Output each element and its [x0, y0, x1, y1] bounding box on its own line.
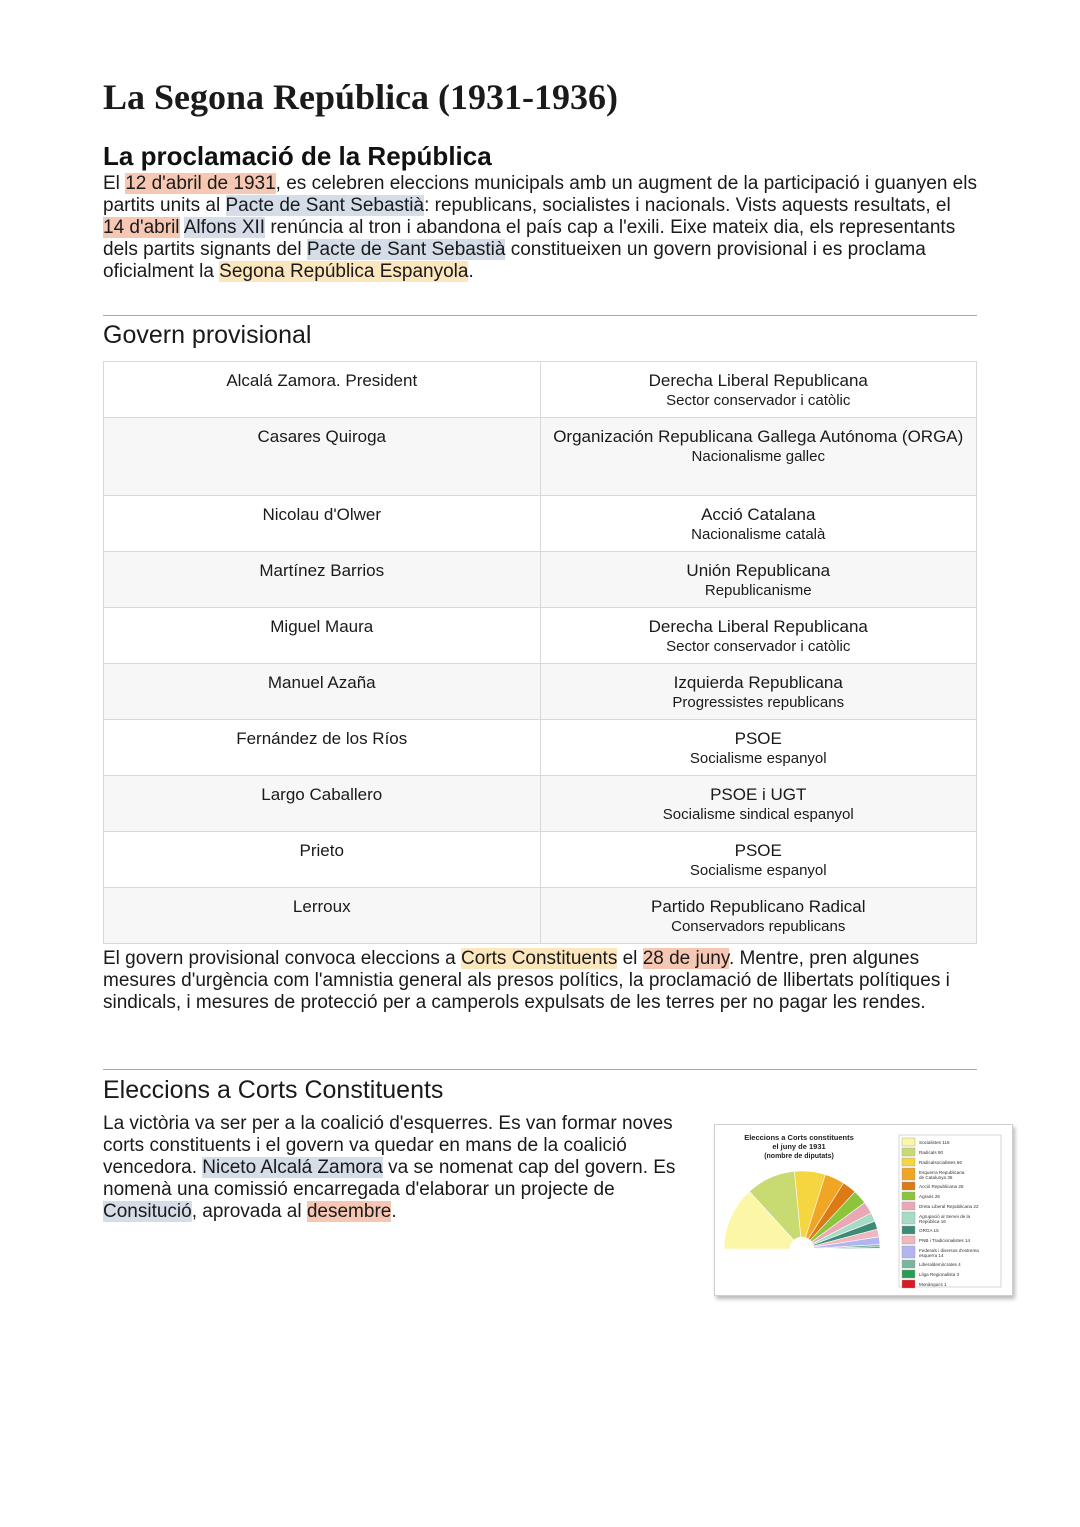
minister-cell: Largo Caballero: [104, 776, 541, 832]
text-run: constitueixen un govern provisional i es proclama oficialment la: [103, 239, 926, 282]
minister-cell: Nicolau d'Olwer: [104, 496, 541, 552]
party-cell: [540, 888, 977, 944]
party-cell: [540, 720, 977, 776]
text-run: . Mentre, pren algunes mesures d'urgència com l'amnistia general als presos polítics, la proclamació de llibertats polítiques i sindicals, i mesures de protecció per a camperols expulsats de les terres per no pagar les rendes.: [103, 948, 950, 1013]
election-chart: [715, 1125, 1012, 1295]
party-ideology: Conservadors republicans: [671, 918, 846, 935]
legend-label: Socialistes 116: [919, 1140, 950, 1145]
minister-cell: Manuel Azaña: [104, 664, 541, 720]
legend-label: Acció Republicana 26: [919, 1184, 964, 1189]
party-ideology: Socialisme espanyol: [689, 750, 827, 767]
chart-subtitle: (nombre de diputats): [764, 1153, 834, 1160]
party-name: PSOE: [734, 841, 782, 860]
minister-cell: Fernández de los Ríos: [104, 720, 541, 776]
section-heading-govern: Govern provisional: [103, 321, 312, 349]
highlighted-text: 12 d'abril de 1931: [125, 173, 276, 194]
table-row: [104, 418, 977, 496]
party-ideology: Socialisme espanyol: [689, 862, 827, 879]
minister-cell: Prieto: [104, 832, 541, 888]
party-ideology: Sector conservador i catòlic: [666, 392, 851, 409]
table-row: [104, 608, 977, 664]
chart-title: el juny de 1931: [772, 1142, 826, 1151]
minister-cell: Miguel Maura: [104, 608, 541, 664]
text-run: El govern provisional convoca eleccions a: [103, 948, 462, 969]
legend-swatch: [902, 1246, 915, 1258]
party-cell: [540, 832, 977, 888]
divider: [103, 1069, 977, 1070]
minister-cell: Lerroux: [104, 888, 541, 944]
highlighted-text: Segona República Espanyola: [219, 261, 469, 282]
legend-swatch: [902, 1270, 915, 1278]
text-run: , es celebren eleccions municipals amb un augment de la participació i guanyen els partits units al: [103, 173, 977, 216]
highlighted-text: Consitució: [103, 1201, 192, 1222]
legend-swatch: [902, 1192, 915, 1200]
party-name: Derecha Liberal Republicana: [648, 371, 868, 390]
legend-label: Monàrquics 1: [919, 1282, 947, 1287]
table-row: [104, 362, 977, 418]
proclamacio-paragraph: [103, 173, 977, 283]
legend-label: Radicalsocialistes 56: [919, 1160, 962, 1165]
highlighted-text: Alfons XII: [183, 217, 266, 238]
table-row: [104, 552, 977, 608]
party-ideology: Sector conservador i catòlic: [666, 638, 851, 655]
text-run: La victòria va ser per a la coalició d'esquerres. Es van formar noves corts constituents i el govern va quedar en mans de la coalició vencedora.: [103, 1113, 673, 1178]
highlighted-text: Niceto Alcalá Zamora: [202, 1157, 383, 1178]
legend-swatch: [902, 1148, 915, 1156]
eleccions-paragraph: [103, 1113, 688, 1223]
text-run: El: [103, 173, 126, 194]
party-name: Unión Republicana: [686, 561, 831, 580]
divider: [103, 315, 977, 316]
legend-swatch: [902, 1280, 915, 1288]
legend-label: Agraris 26: [919, 1194, 940, 1199]
party-cell: [540, 496, 977, 552]
party-cell: [540, 664, 977, 720]
page-title: La Segona República (1931-1936): [103, 77, 619, 117]
party-name: PSOE: [734, 729, 782, 748]
legend-label: Federals i diversos d'extrema esquerra 14: [919, 1248, 979, 1258]
text-run: renúncia al tron i abandona el país cap a l'exili. Eixe mateix dia, els representants dels partits signants del: [103, 217, 956, 260]
section-heading-proclamacio: La proclamació de la República: [103, 141, 492, 171]
legend-swatch: [902, 1212, 915, 1224]
legend-swatch: [902, 1182, 915, 1190]
election-chart-card: [714, 1124, 1013, 1296]
party-cell: [540, 608, 977, 664]
legend-label: Dreta Liberal Republicana 22: [919, 1204, 979, 1209]
legend-swatch: [902, 1138, 915, 1146]
text-run: : republicans, socialistes i nacionals. Vists aquests resultats, el: [424, 195, 951, 216]
party-cell: [540, 552, 977, 608]
legend-label: ORGA 15: [919, 1228, 939, 1233]
highlighted-text: Corts Constituents: [461, 948, 618, 969]
minister-cell: Alcalá Zamora. President: [104, 362, 541, 418]
table-row: [104, 888, 977, 944]
table-row: [104, 832, 977, 888]
highlighted-text: desembre: [306, 1201, 392, 1222]
party-ideology: Nacionalisme català: [691, 526, 826, 543]
legend-label: Radicals 90: [919, 1150, 944, 1155]
minister-cell: Casares Quiroga: [104, 418, 541, 496]
legend-swatch: [902, 1158, 915, 1166]
legend-label: Lliga Regionalista 3: [919, 1272, 960, 1277]
legend-swatch: [902, 1168, 915, 1180]
legend-swatch: [902, 1226, 915, 1234]
govern-paragraph: [103, 948, 977, 1014]
legend-swatch: [902, 1260, 915, 1268]
table-row: [104, 720, 977, 776]
party-cell: [540, 776, 977, 832]
table-row: [104, 496, 977, 552]
text-run: .: [468, 261, 474, 282]
legend-swatch: [902, 1236, 915, 1244]
table-row: [104, 776, 977, 832]
party-ideology: Socialisme sindical espanyol: [662, 806, 854, 823]
legend-label: PNB i Tradicionalistes 14: [919, 1238, 971, 1243]
highlighted-text: 14 d'abril: [103, 217, 180, 238]
chart-title: Eleccions a Corts constituents: [744, 1133, 854, 1142]
text-run: el: [617, 948, 643, 969]
text-run: , aprovada al: [191, 1201, 307, 1222]
legend-label: Agrupació al Servei de la República 16: [919, 1214, 971, 1224]
party-ideology: Nacionalisme gallec: [691, 448, 825, 465]
text-run: .: [391, 1201, 397, 1222]
party-name: PSOE i UGT: [710, 785, 807, 804]
party-name: Organización Republicana Gallega Autónoma (ORGA): [553, 427, 964, 446]
party-name: Izquierda Republicana: [673, 673, 843, 692]
text-run: va se nomenat cap del govern. Es nomenà una comissió encarregada d'elaborar un projecte de: [103, 1157, 676, 1200]
party-cell: [540, 362, 977, 418]
govern-provisional-table: [103, 361, 977, 944]
minister-cell: Martínez Barrios: [104, 552, 541, 608]
highlighted-text: 28 de juny: [642, 948, 729, 969]
section-heading-eleccions: Eleccions a Corts Constituents: [103, 1076, 444, 1104]
party-name: Partido Republicano Radical: [650, 897, 866, 916]
highlighted-text: Pacte de Sant Sebastià: [225, 195, 425, 216]
party-cell: [540, 418, 977, 496]
highlighted-text: Pacte de Sant Sebastià: [306, 239, 506, 260]
legend-swatch: [902, 1202, 915, 1210]
legend-label: Liberaldemòcrates 4: [919, 1262, 961, 1267]
party-ideology: Republicanisme: [704, 582, 812, 599]
party-name: Derecha Liberal Republicana: [648, 617, 868, 636]
legend-label: Esquerra Republicana de Catalunya 36: [919, 1170, 965, 1180]
party-name: Acció Catalana: [701, 505, 816, 524]
table-row: [104, 664, 977, 720]
party-ideology: Progressistes republicans: [672, 694, 845, 711]
